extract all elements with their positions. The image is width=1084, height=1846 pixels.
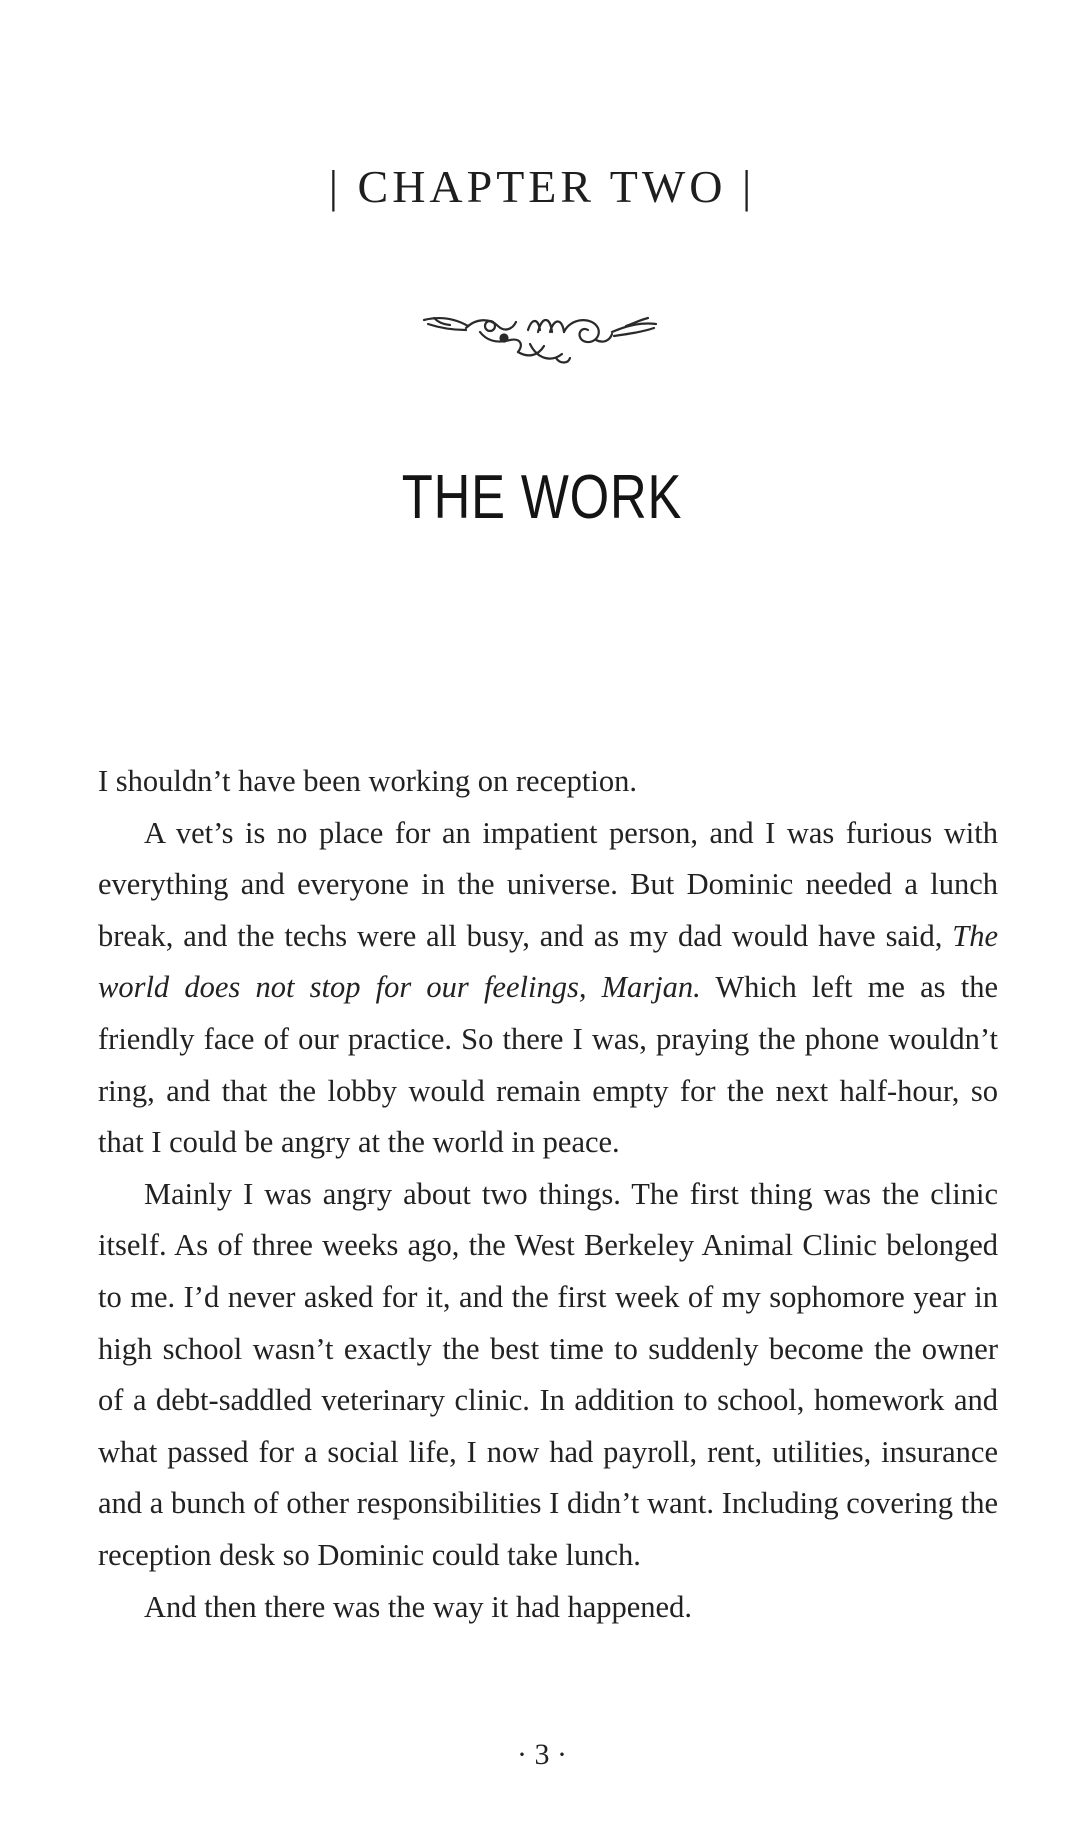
text-segment: Which left me as the friendly face of our practice. So there I was, praying the phone wouldn’t ring, and that the lobby would remain empty for the next half-hour, so that I could be angry at the world in peace. <box>98 970 998 1160</box>
text-segment: And then there was the way it had happened. <box>144 1589 692 1624</box>
paragraph <box>98 756 998 808</box>
page-number: · 3 · <box>517 1738 567 1771</box>
chapter-title: THE WORK <box>401 463 683 532</box>
italic-quote: The world does not stop for our feelings, Marjan. <box>98 918 998 1005</box>
paragraph <box>98 808 998 1169</box>
text-segment: I shouldn’t have been working on reception. <box>98 764 637 798</box>
text-segment: A vet’s is no place for an impatient person, and I was furious with everything and everyone in the universe. But Dominic needed a lunch break, and the techs were all busy, and as my dad would have said, <box>98 815 998 953</box>
paragraph <box>98 1169 998 1582</box>
text-segment: Mainly I was angry about two things. The first thing was the clinic itself. As of three weeks ago, the West Berkeley Animal Clinic belonged to me. I’d never asked for it, and the first week of my sophomore year in high school wasn’t exactly the best time to suddenly become the owner of a debt-saddled veterinary clinic. In addition to school, homework and what passed for a social life, I now had payroll, rent, utilities, insurance and a bunch of other responsibilities I didn’t want. Including covering the reception desk so Dominic could take lunch. <box>98 1176 998 1572</box>
paragraph <box>98 1582 998 1634</box>
chapter-number-heading: | CHAPTER TWO | <box>328 161 756 212</box>
floral-dragon-ornament-icon <box>420 300 660 370</box>
chapter-body-text <box>98 756 998 1633</box>
